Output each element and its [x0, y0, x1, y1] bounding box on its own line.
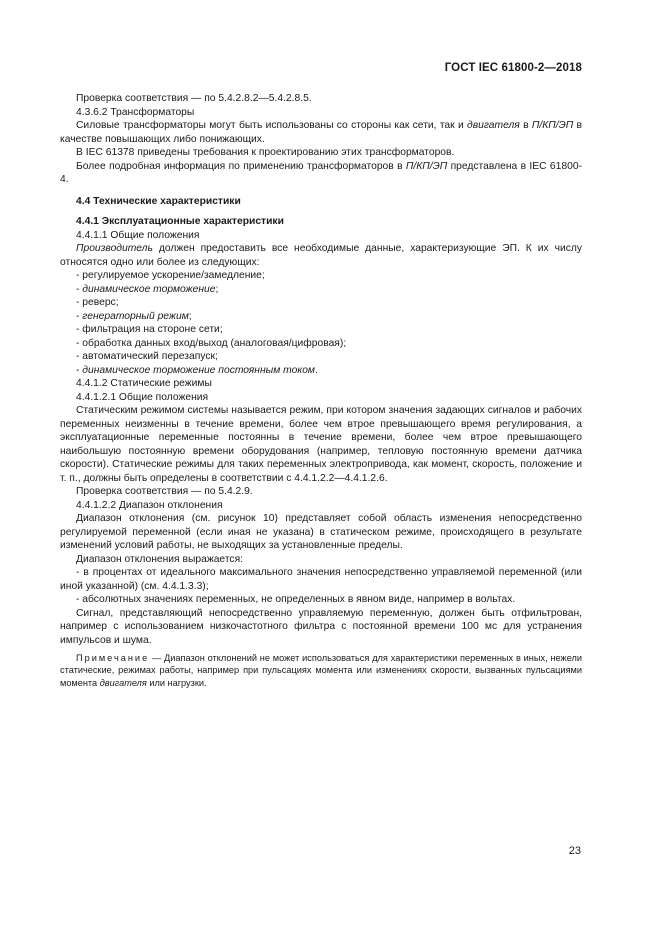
paragraph: Производитель должен предоставить все необходимые данные, характеризующие ЭП. К их числу относятся одно или более из следующих: [60, 243, 582, 268]
paragraph: Проверка соответствия — по 5.4.2.8.2—5.4.2.8.5. [76, 93, 312, 104]
section-heading-4-4-1-2-2: 4.4.1.2.2 Диапазон отклонения [76, 499, 223, 511]
section-heading-4-4-1: 4.4.1 Эксплуатационные характеристики [76, 216, 284, 227]
paragraph: Силовые трансформаторы могут быть использованы со стороны как сети, так и двигателя в П/КП/ЭП в качестве повышающих либо понижающих. [60, 120, 582, 145]
paragraph: Проверка соответствия — по 5.4.2.9. [76, 486, 253, 497]
list-item: - динамическое торможение постоянным током. [76, 364, 318, 376]
paragraph: Диапазон отклонения (см. рисунок 10) представляет собой область изменения непосредственно регулируемой переменной (если иная не указана) в статическом режиме, происходящего в результате изменений условий работы, не выходящих за установленные пределы. [60, 513, 582, 551]
list-item: - абсолютных значениях переменных, не определенных в явном виде, например в вольтах. [76, 594, 516, 605]
standard-header: ГОСТ IEC 61800-2—2018 [444, 62, 582, 74]
paragraph: Сигнал, представляющий непосредственно управляемую переменную, должен быть отфильтрован, например с использованием низкочастотного фильтра с постоянной времени 100 мс для устранения импульсов и шума. [60, 607, 582, 646]
paragraph: Диапазон отклонения выражается: [76, 553, 244, 565]
list-item: - обработка данных вход/выход (аналоговая/цифровая); [76, 337, 347, 349]
paragraph: Более подробная информация по применению трансформаторов в П/КП/ЭП представлена в IEC 61800-4. [60, 160, 582, 185]
list-item: - в процентах от идеального максимального значения непосредственно управляемой переменной (или иной указанной) (см. 4.4.1.3.3); [60, 567, 582, 592]
section-heading-4-4-1-1: 4.4.1.1 Общие положения [76, 229, 200, 241]
paragraph: В IEC 61378 приведены требования к проектированию этих трансформаторов. [76, 147, 455, 158]
page-number: 23 [568, 845, 581, 857]
section-heading-4-4-1-2-1: 4.4.1.2.1 Общие положения [76, 391, 209, 403]
list-item: - фильтрация на стороне сети; [76, 324, 223, 335]
note-label: Примечание [76, 653, 150, 663]
list-item: - автоматический перезапуск; [76, 351, 218, 362]
paragraph: Статическим режимом системы называется режим, при котором значения задающих сигналов и рабочих переменных неизменны в течение времени, более чем втрое превышающего время регулирования, а эксплуатационные переменные постоянны в течение времени, более чем втрое превышающего наибольшую постоянную времени оборудования (например, тепловую постоянную времени датчика скорости). Статические режимы для таких переменных электропривода, как момент, скорость, положение и т. п., должны быть определены в соответствии с 4.4.1.2.2—4.4.1.2.6. [60, 405, 582, 484]
note: Примечание — Диапазон отклонений не может использоваться для характеристики переменных в иных, нежели статические, режимах работы, например при пульсациях момента или изменениях скорости, вызванных пульсациями момента двигателя или нагрузки. [60, 653, 582, 688]
document-body [60, 92, 582, 689]
list-item: - динамическое торможение; [76, 283, 219, 295]
list-item: - регулируемое ускорение/замедление; [76, 270, 265, 281]
section-heading-4-3-6-2: 4.3.6.2 Трансформаторы [76, 106, 195, 118]
section-heading-4-4: 4.4 Технические характеристики [76, 195, 241, 207]
list-item: - реверс; [76, 297, 119, 308]
section-heading-4-4-1-2: 4.4.1.2 Статические режимы [76, 378, 212, 389]
list-item: - генераторный режим; [76, 310, 192, 322]
